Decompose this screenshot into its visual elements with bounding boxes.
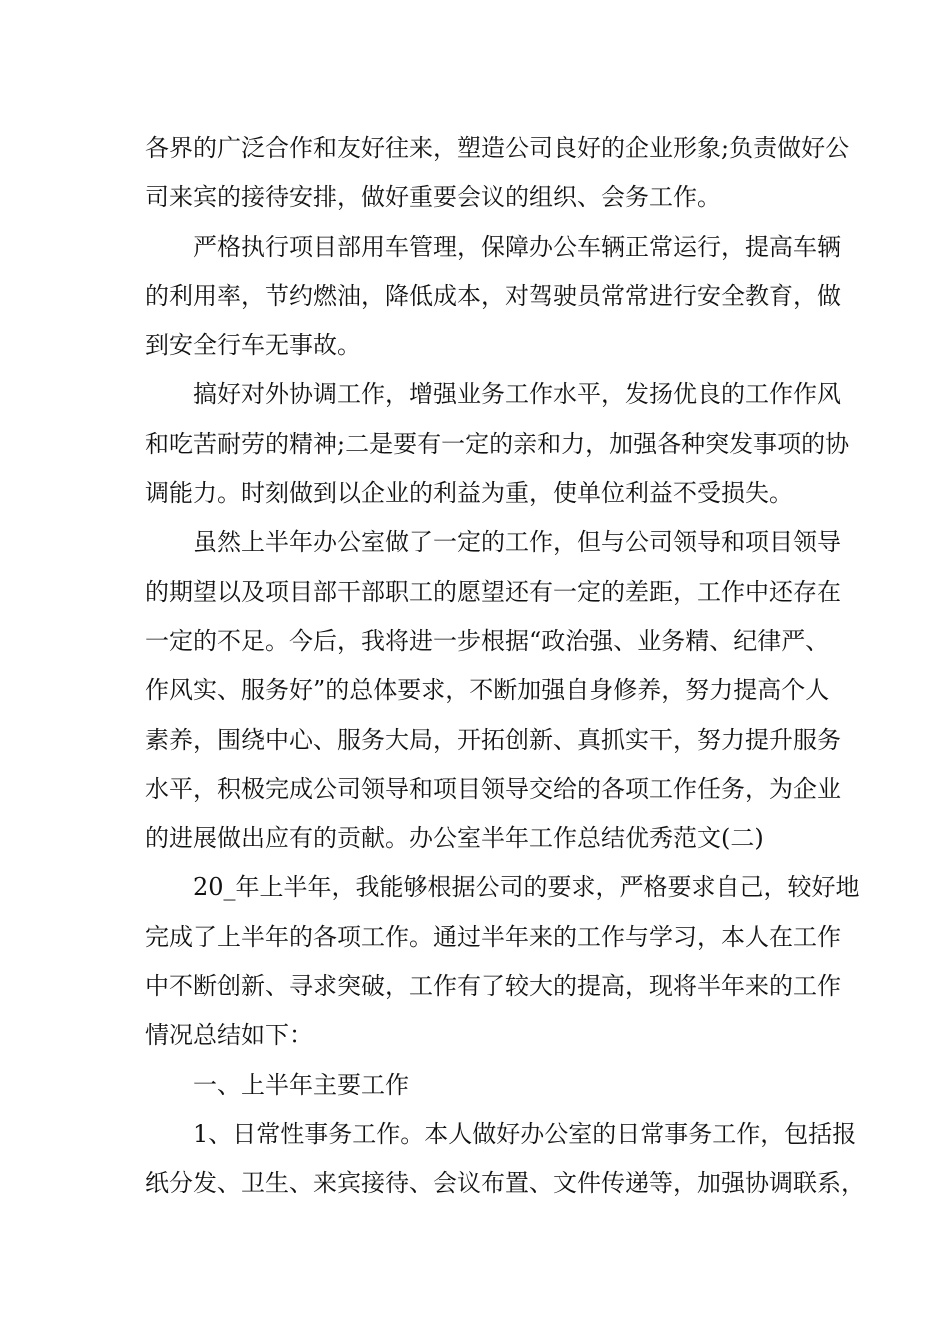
text-line: 1、日常性事务工作。本人做好办公室的日常事务工作，包括报 [193, 1119, 857, 1148]
text-line: 中不断创新、寻求突破，工作有了较大的提高，现将半年来的工作 [145, 972, 841, 1001]
text-line: 情况总结如下： [145, 1021, 313, 1050]
text-line: 20_年上半年，我能够根据公司的要求，严格要求自己，较好地 [193, 873, 860, 902]
text-line: 作风实、服务好”的总体要求，不断加强自身修养，努力提高个人 [145, 676, 830, 705]
text-line: 的期望以及项目部干部职工的愿望还有一定的差距，工作中还存在 [145, 577, 841, 606]
text-line: 素养，围绕中心、服务大局，开拓创新、真抓实干，努力提升服务 [145, 725, 841, 754]
text-line: 一定的不足。今后，我将进一步根据“政治强、业务精、纪律严、 [145, 626, 830, 655]
text-line: 纸分发、卫生、来宾接待、会议布置、文件传递等，加强协调联系， [145, 1169, 865, 1198]
text-line: 各界的广泛合作和友好往来，塑造公司良好的企业形象;负责做好公 [145, 134, 850, 162]
text-line: 搞好对外协调工作，增强业务工作水平，发扬优良的工作作风 [193, 380, 841, 409]
text-line: 严格执行项目部用车管理，保障办公车辆正常运行，提高车辆 [193, 232, 841, 261]
text-line: 调能力。时刻做到以企业的利益为重，使单位利益不受损失。 [145, 479, 793, 508]
text-line: 一、上半年主要工作 [193, 1070, 409, 1099]
document-body [145, 124, 865, 1209]
text-line: 到安全行车无事故。 [145, 331, 361, 360]
text-line: 水平，积极完成公司领导和项目领导交给的各项工作任务，为企业 [145, 774, 841, 803]
text-line: 的进展做出应有的贡献。办公室半年工作总结优秀范文(二) [145, 824, 764, 853]
text-line: 的利用率，节约燃油，降低成本，对驾驶员常常进行安全教育，做 [145, 281, 841, 310]
text-line: 完成了上半年的各项工作。通过半年来的工作与学习，本人在工作 [145, 922, 841, 951]
text-line: 司来宾的接待安排，做好重要会议的组织、会务工作。 [145, 183, 721, 212]
text-line: 虽然上半年办公室做了一定的工作，但与公司领导和项目领导 [193, 528, 841, 557]
text-line: 和吃苦耐劳的精神;二是要有一定的亲和力，加强各种突发事项的协 [145, 429, 850, 458]
